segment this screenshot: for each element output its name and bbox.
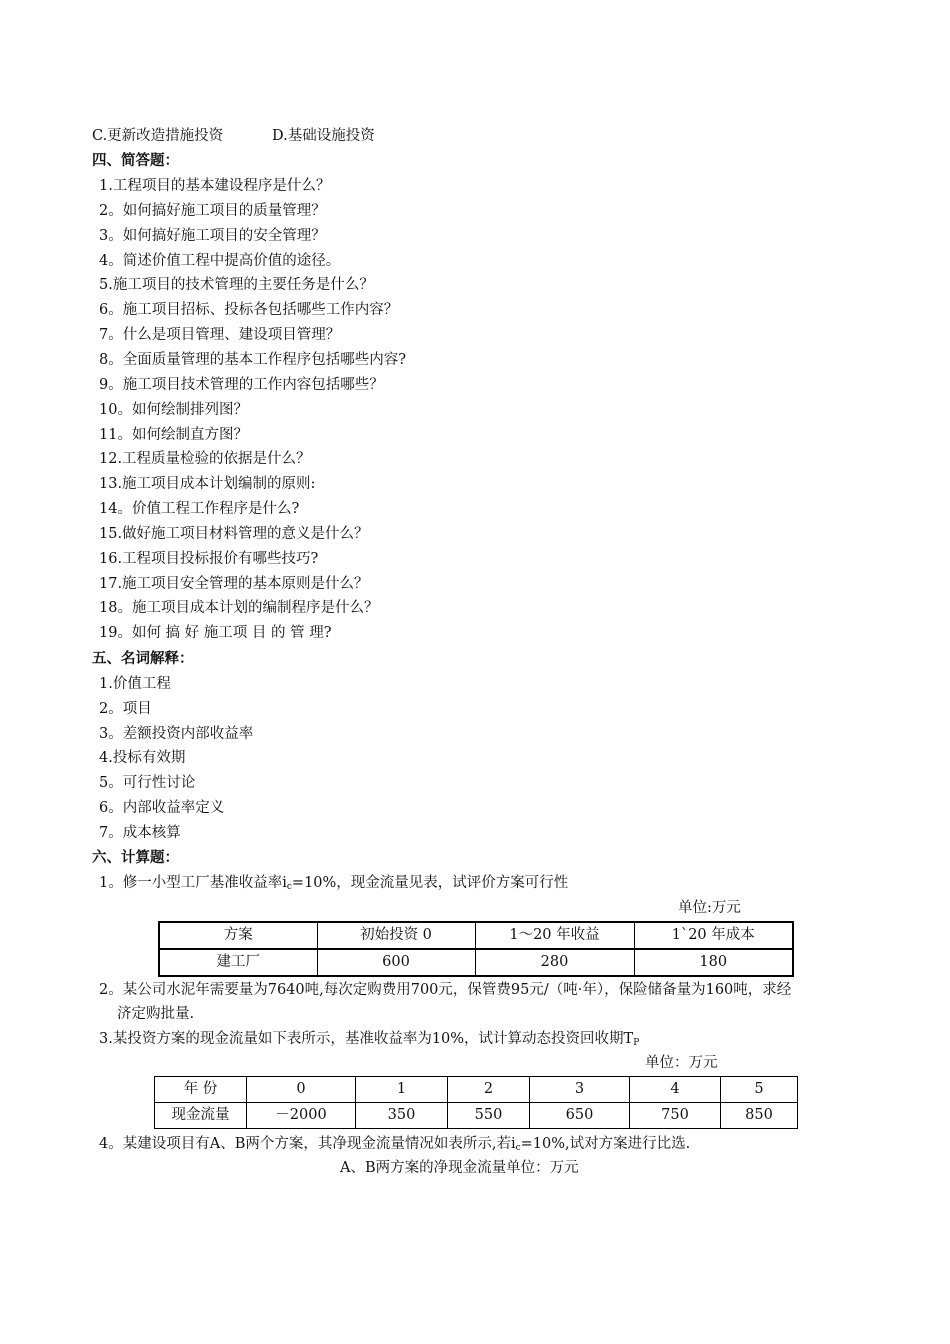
list-item: 13.施工项目成本计划编制的原则: bbox=[99, 476, 316, 493]
table-cell: 850 bbox=[721, 1103, 798, 1129]
table-header-cell: 2 bbox=[448, 1077, 530, 1103]
table-cash-flow-years bbox=[154, 1076, 798, 1129]
list-item: 6。内部收益率定义 bbox=[99, 800, 225, 816]
list-item: 19。如何 搞 好 施工项 目 的 管 理? bbox=[99, 625, 332, 642]
list-item: 1.工程项目的基本建设程序是什么？ bbox=[99, 178, 331, 194]
table-header-cell: 3 bbox=[530, 1077, 630, 1103]
list-item: 9。施工项目技术管理的工作内容包括哪些？ bbox=[99, 376, 384, 393]
table-cell: 280 bbox=[475, 949, 634, 976]
question-4: 4。某建设项目有A、B两个方案，其净现金流量情况如表所示,若$i_c=10\%$,试对方案进行比选. bbox=[99, 1136, 691, 1153]
table-header-cell: 0 bbox=[247, 1077, 356, 1103]
table-header-cell: 1～20 年收益 bbox=[475, 922, 634, 949]
table-row bbox=[159, 949, 793, 976]
list-item: 14。价值工程工作程序是什么? bbox=[99, 501, 300, 518]
table-caption-4: A、B两方案的净现金流量单位：万元 bbox=[340, 1160, 579, 1176]
table-header-cell: 5 bbox=[721, 1077, 798, 1103]
table-cell: 650 bbox=[530, 1103, 630, 1129]
table-cell: 180 bbox=[634, 949, 793, 976]
table-cash-flow-factory bbox=[158, 921, 794, 977]
table-header-cell: 1 bbox=[356, 1077, 448, 1103]
table-header-cell: 初始投资 0 bbox=[317, 922, 475, 949]
table-header-cell: 方案 bbox=[159, 922, 317, 949]
unit-label-2: 单位：万元 bbox=[645, 1055, 718, 1071]
list-item: 6。施工项目招标、投标各包括哪些工作内容？ bbox=[99, 302, 399, 319]
list-item: 8。全面质量管理的基本工作程序包括哪些内容? bbox=[99, 351, 406, 368]
table-header-cell: 1`20 年成本 bbox=[634, 922, 793, 949]
section-6-heading: 六、计算题： bbox=[92, 850, 179, 866]
option-c: C.更新改造措施投资 bbox=[92, 128, 224, 144]
list-item: 18。施工项目成本计划的编制程序是什么？ bbox=[99, 600, 379, 617]
question-3: 3.某投资方案的现金流量如下表所示，基准收益率为10%，试计算动态投资回收期$T_P$ bbox=[99, 1031, 640, 1048]
list-item: 10。如何绘制排列图？ bbox=[99, 401, 248, 418]
question-2-line-2: 济定购批量. bbox=[117, 1006, 195, 1022]
option-d: D.基础设施投资 bbox=[272, 128, 375, 144]
table-row bbox=[155, 1103, 798, 1129]
section-4-heading: 四、简答题： bbox=[92, 153, 179, 169]
unit-label-1: 单位:万元 bbox=[678, 900, 741, 916]
table-cell: 350 bbox=[356, 1103, 448, 1129]
list-item: 3。如何搞好施工项目的安全管理？ bbox=[99, 227, 326, 244]
table-header-cell: 年 份 bbox=[155, 1077, 247, 1103]
table-cell: 建工厂 bbox=[159, 949, 317, 976]
list-item: 7。什么是项目管理、建设项目管理？ bbox=[99, 327, 341, 344]
list-item: 2。项目 bbox=[99, 700, 152, 717]
table-cell: 550 bbox=[448, 1103, 530, 1129]
list-item: 16.工程项目投标报价有哪些技巧? bbox=[99, 550, 319, 567]
list-item: 1.价值工程 bbox=[99, 676, 171, 692]
list-item: 15.做好施工项目材料管理的意义是什么？ bbox=[99, 525, 369, 542]
list-item: 4.投标有效期 bbox=[99, 750, 186, 767]
list-item: 2。如何搞好施工项目的质量管理？ bbox=[99, 202, 326, 219]
table-cell: 600 bbox=[317, 949, 475, 976]
table-cell: －2000 bbox=[247, 1103, 356, 1129]
list-item: 5.施工项目的技术管理的主要任务是什么？ bbox=[99, 277, 374, 294]
table-cell: 750 bbox=[630, 1103, 721, 1129]
table-cell: 现金流量 bbox=[155, 1103, 247, 1129]
question-2-line-1: 2。某公司水泥年需要量为7640吨,每次定购费用700元，保管费95元/（吨·年），保险储备量为160吨，求经 bbox=[99, 982, 792, 998]
table-header-row bbox=[155, 1077, 798, 1103]
list-item: 5。可行性讨论 bbox=[99, 775, 196, 792]
list-item: 12.工程质量检验的依据是什么？ bbox=[99, 451, 311, 468]
list-item: 7。成本核算 bbox=[99, 824, 181, 841]
list-item: 4。简述价值工程中提高价值的途径。 bbox=[99, 252, 341, 269]
list-item: 11。如何绘制直方图？ bbox=[99, 426, 248, 443]
section-5-heading: 五、名词解释： bbox=[92, 651, 194, 667]
list-item: 17.施工项目安全管理的基本原则是什么？ bbox=[99, 575, 369, 592]
table-header-row bbox=[159, 922, 793, 949]
list-item: 3。差额投资内部收益率 bbox=[99, 725, 254, 742]
question-1: 1。修一小型工厂基准收益率$i_c=10\%$，现金流量见表，试评价方案可行性 bbox=[99, 875, 569, 892]
table-header-cell: 4 bbox=[630, 1077, 721, 1103]
